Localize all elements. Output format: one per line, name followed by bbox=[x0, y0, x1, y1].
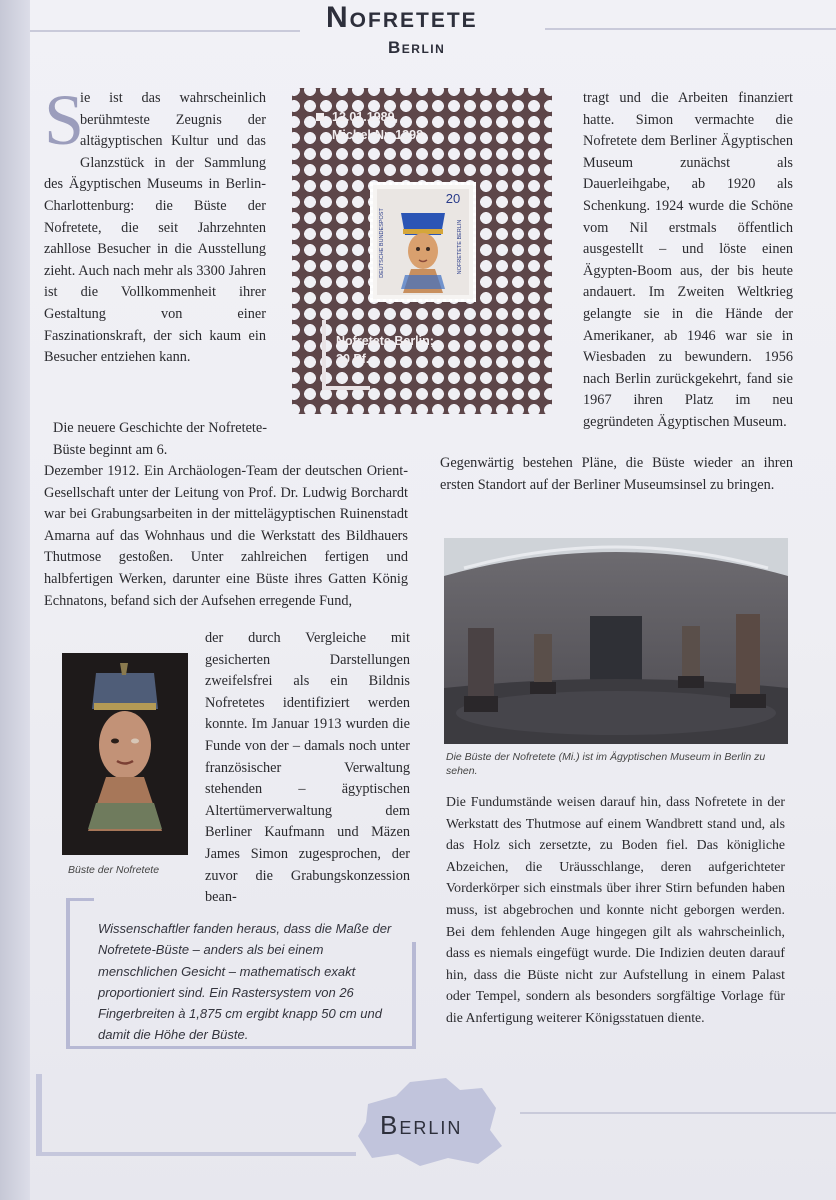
discovery-text: Dezember 1912. Ein Archäologen-Team der deutschen Orient-Gesellschaft unter der Leitung von Prof. Dr. Ludwig Borchardt war bei Grabungsarbeiten in der mittelägyptischen Ruinenstadt Amarna auf das Wohnhaus und die Werkstatt des Bildhauers Thutmose gestoßen. Unter zahlreichen fertigen und halbfertigen Werken, darunter eine Büste ihres Gatten König Echnatons, befand sich der Aufsehen erregende Fund, bbox=[44, 463, 408, 609]
header-rule-left bbox=[30, 30, 300, 32]
footer-frame-left bbox=[36, 1074, 42, 1156]
identification-paragraph bbox=[205, 628, 410, 909]
history-continued bbox=[583, 88, 793, 434]
stamp-content bbox=[292, 88, 552, 414]
header-rule-right bbox=[545, 28, 836, 30]
stamp-caption-line1: Nofretete Berlin; bbox=[336, 334, 434, 348]
quote-border-left bbox=[66, 898, 70, 1048]
stamp-right-text: NOFRETETE BERLIN bbox=[457, 219, 463, 275]
page-subtitle: Berlin bbox=[388, 38, 446, 57]
stamp-date: 12.01.1989, bbox=[332, 110, 399, 124]
bullet-square-icon bbox=[316, 113, 324, 121]
nefertiti-bust-icon bbox=[62, 653, 188, 855]
quote-border-bottom bbox=[66, 1046, 416, 1049]
history-text: tragt und die Arbeiten finanziert hatte. Simon vermachte die Nofretete dem Berliner Ägyptischen Museum zunächst als Dauerleihgabe, ab 1920 als Schenkung. 1924 wurde die Schöne vom Nil erstmals öffentlich ausgestellt – und löste einen Ägypten-Boom aus, der bis heute andauert. Im Zweiten Weltkrieg gelangte sie in die Hände der Amerikaner, ab 1946 war sie in Wiesbaden zu bewundern. 1956 nach Berlin zurückgekehrt, fand sie 1967 ihren Platz im neu gegründeten Ägyptischen Museum. bbox=[583, 90, 793, 430]
dropcap-letter: S bbox=[44, 80, 85, 160]
footer-rule bbox=[520, 1112, 836, 1114]
stamp-date-block bbox=[316, 108, 423, 144]
findings-paragraph bbox=[446, 791, 785, 1029]
plans-text: Gegenwärtig bestehen Pläne, die Büste wieder an ihren ersten Standort auf der Berliner Museumsinsel zu bringen. bbox=[440, 455, 793, 493]
intro-paragraph bbox=[44, 80, 266, 369]
stamp-value-text: 20 bbox=[445, 191, 461, 206]
bust-caption: Büste der Nofretete bbox=[68, 864, 160, 876]
plans-paragraph bbox=[440, 453, 793, 496]
identification-text: der durch Vergleiche mit gesicherten Darstellungen zweifelsfrei als ein Bildnis Nofretetes identifiziert werden konnte. Im Januar 1913 wurden die Funde von der – damals noch unter französischer Verwaltung stehenden – ägyptischen Altertümerverwaltung dem Berliner Kaufmann und Mäzen James Simon zugesprochen, der zuvor die Grabungskonzession bean- bbox=[205, 630, 410, 906]
stamp-catalog-number: Michel-Nr. 1398 bbox=[332, 128, 424, 142]
stamp-caption-line2: 20 Pf. bbox=[336, 352, 370, 366]
history-intro bbox=[53, 418, 267, 461]
quote-border-top bbox=[66, 898, 94, 901]
findings-text: Die Fundumstände weisen darauf hin, dass Nofretete in der Werkstatt des Thutmose auf einem Wandbrett stand und, als das Holz sich zersetzte, zu Boden fiel. Das königliche Abzeichen, die Uräusschlange, deren aufgerichteter Vorderkörper sich einstmals über ihrer Stirn befunden haben muss, ist abgebrochen und konnte nicht geborgen werden. Bei dem fehlenden Auge hingegen gilt als wahrscheinlich, dass es niemals eingefügt wurde. Die Indizien deuten darauf hin, dass die Büste nicht zur Aufstellung in einem Palast oder Tempel, sondern als besonders sorgfältige Vorlage für die Anfertigung weiterer Königsstatuen diente. bbox=[446, 794, 785, 1025]
quote-border-right bbox=[412, 942, 416, 1048]
stamp-left-text: DEUTSCHE BUNDESPOST bbox=[379, 208, 385, 278]
discovery-paragraph bbox=[44, 461, 408, 612]
stamp-image bbox=[370, 182, 476, 302]
quote-text: Wissenschaftler fanden heraus, dass die Maße der Nofretete-Büste – anders als bei einem menschlichen Gesicht – mathematisch exakt proportioniert sind. Ein Rastersystem von 26 Fingerbreiten à 1,875 cm ergibt knapp 50 cm und damit die Höhe der Büste. bbox=[98, 921, 392, 1043]
footer-frame-bottom bbox=[36, 1152, 356, 1156]
page-title: Nofretete bbox=[326, 1, 478, 34]
intro-text: ie ist das wahrscheinlich berühmteste Zeugnis der altägyptischen Kultur und das Glanzstück in der Sammlung des Ägyptischen Museums in Berlin-Charlottenburg: die Büste der Nofretete, die seit Jahrzehnten zahllose Besucher in die Ausstellung zieht. Auch nach mehr als 3300 Jahren ist die Vollkommenheit ihrer Gestaltung von einer Faszinationskraft, der sich kaum ein Besucher entziehen kann. bbox=[44, 90, 266, 366]
history-intro-text: Die neuere Geschichte der Nofretete-Büste beginnt am 6. bbox=[53, 420, 267, 458]
stamp-caption bbox=[336, 332, 434, 368]
bust-photo bbox=[62, 653, 188, 855]
museum-hall-icon bbox=[444, 538, 788, 744]
page-edge-shade bbox=[0, 0, 30, 1200]
footer-label: Berlin bbox=[380, 1110, 463, 1140]
nefertiti-stamp-icon bbox=[373, 185, 473, 299]
museum-caption: Die Büste der Nofretete (Mi.) ist im Ägyptischen Museum in Berlin zu sehen. bbox=[446, 751, 766, 777]
museum-photo bbox=[444, 538, 788, 744]
